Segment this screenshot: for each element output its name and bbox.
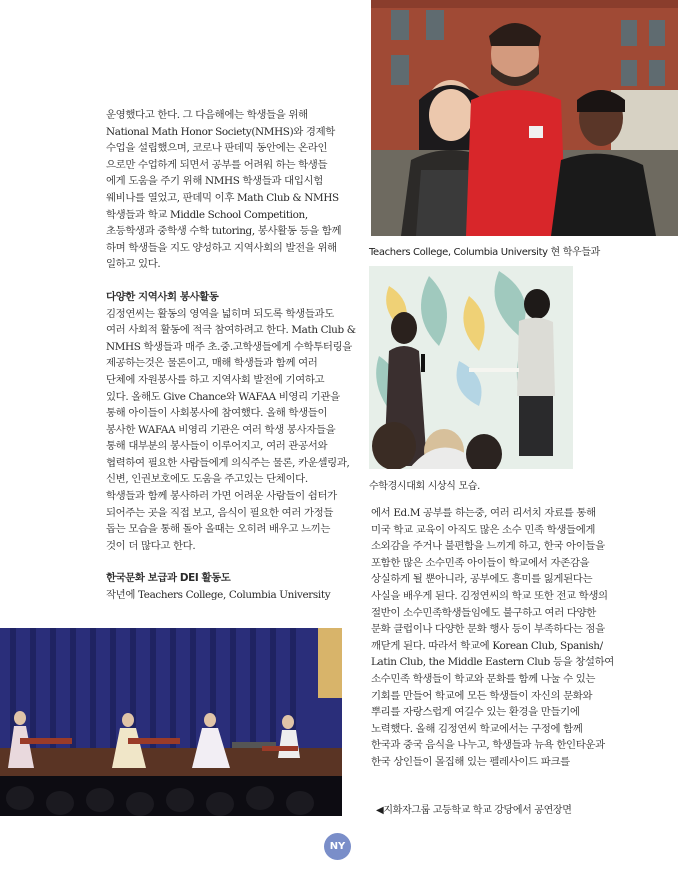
photo-math-competition-award <box>369 266 573 469</box>
paragraph-1: 운영했다고 한다. 그 다음해에는 학생들을 위해 National Math Honor Society(NMHS)와 경제학 수업을 설립했으며, 코로나 판데믹 동안에는 온라인 으로만 수업하게 되면서 공부를 어려워 하는 학생들 에게 도움을 주기 위해 NMHS 학생들과 대입시험 웨비나를 열었고, 판데믹 이후 Math Club & NMHS 학생들과 학교 Middle School Competition, 초등학생과 중학생 수학 tutoring, 봉사활동 등을 함께 하며 학생들을 지도 양성하고 지역사회의 발전을 위해 일하고 있다. <box>106 109 342 271</box>
caption-photo-2: 수학경시대회 시상식 모습. <box>369 481 480 492</box>
caption-photo-3: ◀지화자그룹 고등학교 학교 강당에서 공연장면 <box>376 805 572 816</box>
paragraph-2: 김정연씨는 활동의 영역을 넓히며 되도록 학생들과도 여러 사회적 활동에 적극 참여하려고 한다. Math Club & NMHS 학생들과 매주 초.중.고학생들에게 수학투터링을 제공하는것은 물론이고, 매해 학생들과 함께 여러 단체에 자원봉사를 하고 지역사회 발전에 기여하고 있다. 올해도 Give Chance와 WAFAA 비영리 기관을 통해 아이들이 사회봉사에 참여했다. 올해 학생들이 봉사한 WAFAA 비영리 기관은 여러 학생 봉사자들을 통해 대부분의 봉사들이 이루어지고, 여러 관공서와 협력하여 필요한 사람들에게 의식주는 물론, 카운셀링과, 신변, 인권보호에도 도움을 주고있는 단체이다. 학생들과 함께 봉사하러 가면 어려운 사람들이 쉼터가 되어주는 곳을 직접 보고, 음식이 필요한 여러 가정들 돕는 모습을 통해 돌아 올때는 오히려 배우고 느끼는 것이 더 많다고 한다. <box>106 307 356 552</box>
caption-photo-1: Teachers College, Columbia University 현 학우들과 <box>369 247 600 258</box>
right-column-text <box>371 505 621 771</box>
photo-stage-performance <box>0 628 342 816</box>
left-column-text <box>106 107 358 604</box>
photo-teacher-with-students <box>371 0 678 236</box>
heading-volunteer: 다양한 지역사회 봉사활동 <box>106 290 219 303</box>
region-badge: NY <box>324 833 351 860</box>
paragraph-4: 에서 Ed.M 공부를 하는중, 여러 리서치 자료를 통해 미국 학교 교육이 아직도 많은 소수 민족 학생들에게 소외감을 주거나 불편함을 느끼게 하고, 한국 아이들을 포함한 많은 소수민족 아이들이 학교에서 자존감을 상실하게 될 뿐아니라, 공부에도 흥미를 잃게된다는 사실을 배우게 된다. 김정연씨의 학교 또한 전교 학생의 절반이 소수민족학생들임에도 불구하고 여러 다양한 문화 클럽이나 다양한 문화 행사 등이 부족하다는 점을 깨닫게 된다. 따라서 학교에 Korean Club, Spanish/ Latin Club, the Middle Eastern Club 등을 창설하여 소수민족 학생들이 학교와 문화를 함께 나눌 수 있는 기회를 만들어 학교에 모든 학생들이 자신의 문화와 뿌리를 자랑스럽게 여길수 있는 환경을 만들기에 노력했다. 올해 김정연씨 학교에서는 구정에 함께 한국과 중국 음식을 나누고, 학생들과 뉴욕 한인타운과 한국 상인들이 몰집해 있는 펠레사이드 파크를 <box>371 507 614 768</box>
heading-korean-culture: 한국문화 보급과 DEI 활동도 <box>106 572 231 585</box>
paragraph-3: 작년에 Teachers College, Columbia University <box>106 589 331 602</box>
